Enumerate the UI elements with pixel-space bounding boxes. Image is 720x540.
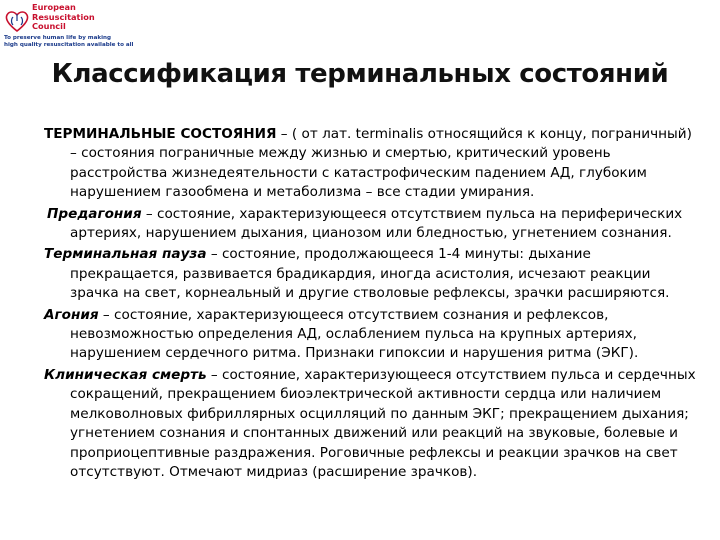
definition-terminal-states: – ( от лат. terminalis относящийся к концу, пограничный) – состояния пограничные между жизнью и смертью, критический уровень расстройства жизнедеятельности с катастрофическим падением АД, глубоким нарушением газообмена и метаболизма – все стадии умирания. (70, 126, 692, 201)
paragraph-terminal-states (44, 125, 699, 203)
term-preagony: Предагония (47, 205, 142, 222)
paragraph-clinical-death (44, 366, 699, 482)
slide-body (44, 125, 699, 484)
slide-title: Классификация терминальных состояний (51, 59, 669, 89)
logo-tagline: To preserve human life by making high quality resuscitation available to all (4, 35, 134, 48)
definition-clinical-death: – состояние, характеризующееся отсутствием пульса и сердечных сокращений, прекращением биоэлектрической активности сердца или наличием мелковолновых фибриллярных осцилляций по данным ЭКГ; прекращением дыхания; угнетением сознания и спонтанных движений или реакций на звуковые, болевые и проприоцептивные раздражения. Роговичные рефлексы и реакции зрачков на свет отсутствуют. Отмечают мидриаз (расширение зрачков). (70, 366, 696, 480)
term-terminal-pause: Терминальная пауза (44, 246, 207, 263)
term-agony: Агония (44, 306, 99, 323)
definition-preagony: – состояние, характеризующееся отсутствием пульса на периферических артериях, нарушением дыхания, цианозом или бледностью, угнетением сознания. (70, 205, 683, 242)
erc-logo (2, 2, 134, 50)
definition-terminal-pause: – состояние, продолжающееся 1-4 минуты: дыхание прекращается, развивается брадикардия, иногда асистолия, исчезают реакции зрачка на свет, корнеальный и другие стволовые рефлексы, зрачки расширяются. (70, 246, 670, 302)
term-terminal-states: ТЕРМИНАЛЬНЫЕ СОСТОЯНИЯ (44, 126, 277, 142)
paragraph-preagony (44, 205, 699, 244)
definition-agony: – состояние, характеризующееся отсутствием сознания и рефлексов, невозможностью определения АД, ослаблением пульса на крупных артериях, нарушением сердечного ритма. Признаки гипоксии и нарушения ритма (ЭКГ). (70, 306, 639, 362)
logo-line-2: Resuscitation (32, 11, 95, 22)
logo-wordmark (32, 3, 95, 32)
logo-line-1: European (32, 2, 76, 12)
heart-lungs-icon (4, 8, 30, 34)
paragraph-agony (44, 306, 699, 364)
logo-line-3: Council (32, 21, 66, 32)
term-clinical-death: Клиническая смерть (44, 366, 207, 383)
paragraph-terminal-pause (44, 245, 699, 303)
